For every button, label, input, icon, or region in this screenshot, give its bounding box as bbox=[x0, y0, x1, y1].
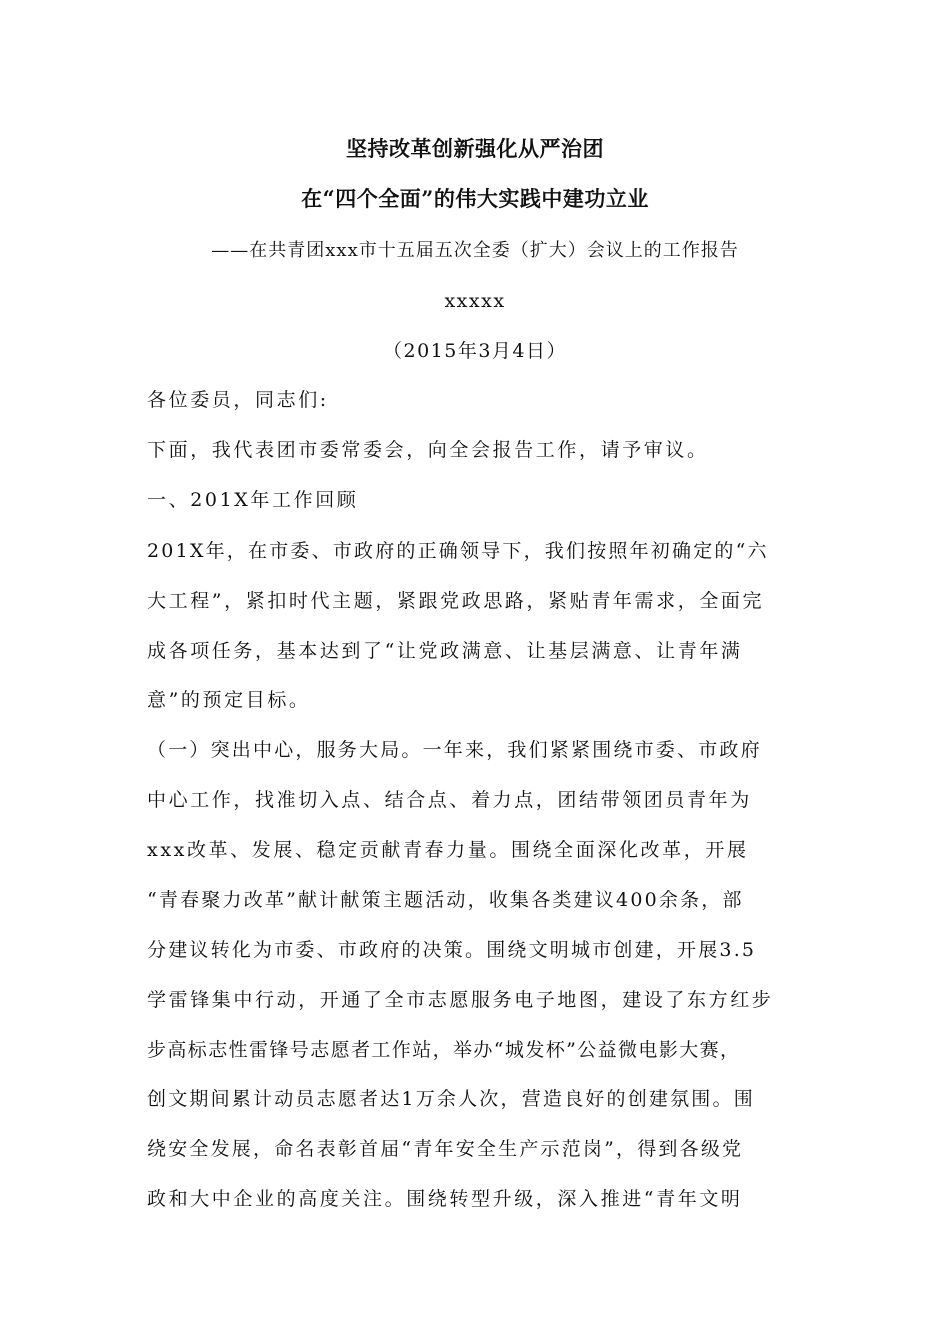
body-line: “青春聚力改革”献计献策主题活动，收集各类建议400余条，部 bbox=[147, 889, 744, 911]
body-line: 学雷锋集中行动，开通了全市志愿服务电子地图，建设了东方红步 bbox=[147, 989, 774, 1011]
body-line: 中心工作，找准切入点、结合点、着力点，团结带领团员青年为 bbox=[147, 789, 752, 811]
body-line: 201X年，在市委、市政府的正确领导下，我们按照年初确定的“六 bbox=[147, 540, 769, 562]
body-line: 下面，我代表团市委常委会，向全会报告工作，请予审议。 bbox=[147, 439, 709, 461]
body-line: 大工程”，紧扣时代主题，紧跟党政思路，紧贴青年需求，全面完 bbox=[147, 590, 765, 612]
body-line: 政和大中企业的高度关注。围绕转型升级，深入推进“青年文明 bbox=[147, 1188, 743, 1210]
body-line: 意”的预定目标。 bbox=[147, 689, 311, 711]
body-line: （一）突出中心，服务大局。一年来，我们紧紧围绕市委、市政府 bbox=[147, 739, 762, 761]
body-line: 成各项任务，基本达到了“让党政满意、让基层满意、让青年满 bbox=[147, 640, 743, 662]
body-line: 分建议转化为市委、市政府的决策。围绕文明城市创建，开展3.5 bbox=[147, 939, 757, 961]
document-date: （2015年3月4日） bbox=[382, 340, 568, 362]
document-title-line-1: 坚持改革创新强化从严治团 bbox=[346, 136, 604, 161]
salutation: 各位委员，同志们: bbox=[147, 389, 329, 411]
section-heading: 一、201X年工作回顾 bbox=[147, 489, 359, 511]
document-title-line-2: 在“四个全面”的伟大实践中建功立业 bbox=[301, 186, 649, 211]
body-line: 步高标志性雷锋号志愿者工作站，举办“城发杯”公益微电影大赛， bbox=[147, 1039, 741, 1061]
body-line: 绕安全发展，命名表彰首届“青年安全生产示范岗”，得到各级党 bbox=[147, 1138, 744, 1160]
body-line: xxx改革、发展、稳定贡献青春力量。围绕全面深化改革，开展 bbox=[147, 839, 749, 861]
body-line: 创文期间累计动员志愿者达1万余人次，营造良好的创建氛围。围 bbox=[147, 1088, 755, 1110]
document-author: xxxxx bbox=[444, 290, 506, 312]
document-subtitle: ——在共青团xxx市十五届五次全委（扩大）会议上的工作报告 bbox=[211, 240, 739, 261]
